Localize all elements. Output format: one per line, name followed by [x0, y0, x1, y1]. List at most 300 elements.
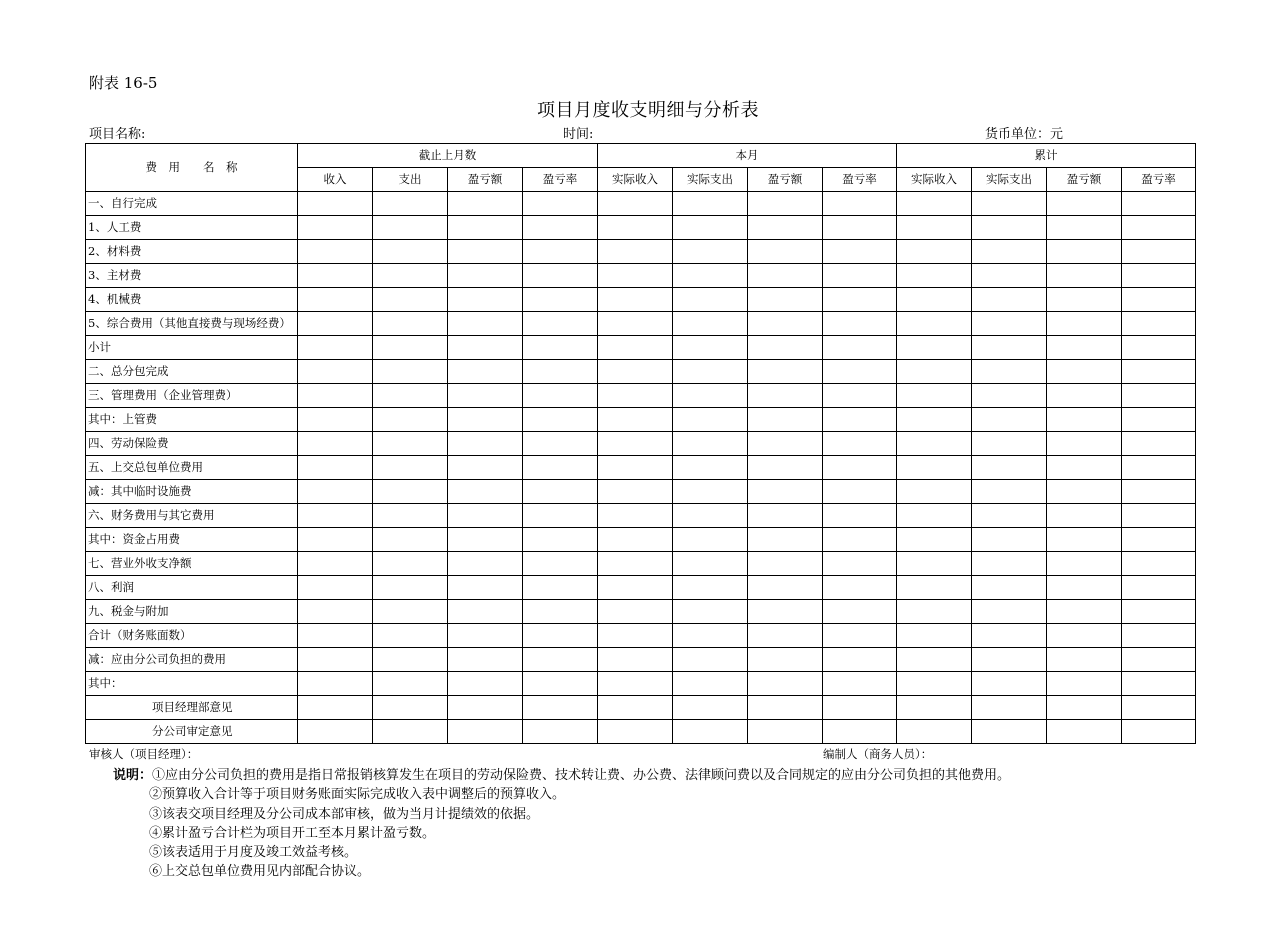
value-cell[interactable] [1122, 528, 1196, 552]
value-cell[interactable] [1047, 528, 1122, 552]
value-cell[interactable] [373, 600, 448, 624]
value-cell[interactable] [448, 648, 523, 672]
row-label: 六、财务费用与其它费用 [86, 504, 298, 528]
value-cell[interactable] [1122, 456, 1196, 480]
row-label: 五、上交总包单位费用 [86, 456, 298, 480]
value-cell[interactable] [897, 648, 972, 672]
value-cell[interactable] [598, 192, 673, 216]
note-line [113, 766, 1010, 785]
value-cell[interactable] [298, 648, 373, 672]
value-cell[interactable] [972, 216, 1047, 240]
value-cell[interactable] [523, 360, 598, 384]
value-cell[interactable] [823, 264, 897, 288]
value-cell[interactable] [598, 456, 673, 480]
value-cell[interactable] [673, 672, 748, 696]
value-cell[interactable] [448, 336, 523, 360]
value-cell[interactable] [673, 552, 748, 576]
value-cell[interactable] [1122, 720, 1196, 744]
value-cell[interactable] [673, 192, 748, 216]
value-cell[interactable] [523, 624, 598, 648]
value-cell[interactable] [598, 240, 673, 264]
value-cell[interactable] [373, 552, 448, 576]
value-cell[interactable] [972, 720, 1047, 744]
value-cell[interactable] [673, 648, 748, 672]
value-cell[interactable] [448, 384, 523, 408]
value-cell[interactable] [523, 672, 598, 696]
value-cell[interactable] [523, 456, 598, 480]
value-cell[interactable] [373, 504, 448, 528]
row-label: 4、机械费 [86, 288, 298, 312]
row-label: 二、总分包完成 [86, 360, 298, 384]
value-cell[interactable] [1047, 456, 1122, 480]
value-cell[interactable] [897, 192, 972, 216]
value-cell[interactable] [1047, 336, 1122, 360]
value-cell[interactable] [523, 216, 598, 240]
value-cell[interactable] [673, 216, 748, 240]
value-cell[interactable] [448, 504, 523, 528]
value-cell[interactable] [523, 600, 598, 624]
value-cell[interactable] [972, 408, 1047, 432]
value-cell[interactable] [823, 480, 897, 504]
value-cell[interactable] [673, 360, 748, 384]
value-cell[interactable] [897, 216, 972, 240]
value-cell[interactable] [748, 600, 823, 624]
value-cell[interactable] [897, 288, 972, 312]
value-cell[interactable] [598, 264, 673, 288]
value-cell[interactable] [673, 696, 748, 720]
value-cell[interactable] [972, 384, 1047, 408]
value-cell[interactable] [598, 336, 673, 360]
value-cell[interactable] [298, 432, 373, 456]
value-cell[interactable] [448, 600, 523, 624]
value-cell[interactable] [1122, 504, 1196, 528]
value-cell[interactable] [1047, 672, 1122, 696]
value-cell[interactable] [448, 216, 523, 240]
value-cell[interactable] [298, 456, 373, 480]
value-cell[interactable] [523, 552, 598, 576]
value-cell[interactable] [598, 528, 673, 552]
value-cell[interactable] [897, 336, 972, 360]
value-cell[interactable] [523, 384, 598, 408]
value-cell[interactable] [823, 696, 897, 720]
value-cell[interactable] [972, 456, 1047, 480]
value-cell[interactable] [897, 384, 972, 408]
value-cell[interactable] [972, 528, 1047, 552]
value-cell[interactable] [1122, 624, 1196, 648]
value-cell[interactable] [1047, 240, 1122, 264]
column-header: 支出 [373, 168, 448, 192]
value-cell[interactable] [1122, 576, 1196, 600]
value-cell[interactable] [673, 240, 748, 264]
value-cell[interactable] [448, 528, 523, 552]
column-header: 实际支出 [673, 168, 748, 192]
value-cell[interactable] [373, 672, 448, 696]
value-cell[interactable] [748, 264, 823, 288]
value-cell[interactable] [523, 288, 598, 312]
value-cell[interactable] [1122, 192, 1196, 216]
value-cell[interactable] [598, 576, 673, 600]
value-cell[interactable] [1047, 384, 1122, 408]
value-cell[interactable] [972, 696, 1047, 720]
value-cell[interactable] [598, 480, 673, 504]
value-cell[interactable] [673, 480, 748, 504]
value-cell[interactable] [897, 672, 972, 696]
value-cell[interactable] [748, 216, 823, 240]
value-cell[interactable] [1122, 288, 1196, 312]
value-cell[interactable] [298, 600, 373, 624]
value-cell[interactable] [598, 504, 673, 528]
value-cell[interactable] [373, 264, 448, 288]
notes-section [113, 766, 1010, 882]
value-cell[interactable] [748, 528, 823, 552]
value-cell[interactable] [1122, 264, 1196, 288]
value-cell[interactable] [598, 312, 673, 336]
column-header: 盈亏率 [523, 168, 598, 192]
value-cell[interactable] [897, 408, 972, 432]
value-cell[interactable] [523, 720, 598, 744]
value-cell[interactable] [673, 264, 748, 288]
value-cell[interactable] [298, 504, 373, 528]
column-header: 盈亏率 [1122, 168, 1196, 192]
value-cell[interactable] [598, 696, 673, 720]
value-cell[interactable] [897, 312, 972, 336]
value-cell[interactable] [448, 576, 523, 600]
table-row [86, 552, 1196, 576]
value-cell[interactable] [448, 312, 523, 336]
value-cell[interactable] [373, 480, 448, 504]
value-cell[interactable] [598, 432, 673, 456]
value-cell[interactable] [373, 456, 448, 480]
value-cell[interactable] [823, 720, 897, 744]
value-cell[interactable] [298, 240, 373, 264]
value-cell[interactable] [1122, 552, 1196, 576]
value-cell[interactable] [523, 336, 598, 360]
value-cell[interactable] [897, 720, 972, 744]
value-cell[interactable] [373, 528, 448, 552]
value-cell[interactable] [298, 576, 373, 600]
value-cell[interactable] [298, 720, 373, 744]
value-cell[interactable] [673, 336, 748, 360]
value-cell[interactable] [1047, 576, 1122, 600]
value-cell[interactable] [598, 408, 673, 432]
value-cell[interactable] [298, 384, 373, 408]
value-cell[interactable] [373, 312, 448, 336]
value-cell[interactable] [673, 576, 748, 600]
value-cell[interactable] [1047, 624, 1122, 648]
value-cell[interactable] [1047, 312, 1122, 336]
value-cell[interactable] [448, 672, 523, 696]
value-cell[interactable] [748, 336, 823, 360]
value-cell[interactable] [823, 288, 897, 312]
value-cell[interactable] [1122, 696, 1196, 720]
value-cell[interactable] [598, 384, 673, 408]
value-cell[interactable] [298, 480, 373, 504]
value-cell[interactable] [748, 552, 823, 576]
value-cell[interactable] [673, 720, 748, 744]
value-cell[interactable] [748, 456, 823, 480]
value-cell[interactable] [298, 216, 373, 240]
value-cell[interactable] [972, 336, 1047, 360]
value-cell[interactable] [673, 384, 748, 408]
value-cell[interactable] [1122, 432, 1196, 456]
value-cell[interactable] [373, 408, 448, 432]
value-cell[interactable] [1047, 216, 1122, 240]
value-cell[interactable] [598, 648, 673, 672]
value-cell[interactable] [298, 696, 373, 720]
value-cell[interactable] [897, 696, 972, 720]
value-cell[interactable] [972, 240, 1047, 264]
value-cell[interactable] [897, 576, 972, 600]
value-cell[interactable] [748, 360, 823, 384]
value-cell[interactable] [823, 576, 897, 600]
value-cell[interactable] [823, 336, 897, 360]
value-cell[interactable] [673, 432, 748, 456]
table-row [86, 696, 1196, 720]
value-cell[interactable] [897, 504, 972, 528]
value-cell[interactable] [448, 288, 523, 312]
value-cell[interactable] [897, 264, 972, 288]
value-cell[interactable] [897, 528, 972, 552]
value-cell[interactable] [298, 360, 373, 384]
value-cell[interactable] [1122, 384, 1196, 408]
value-cell[interactable] [823, 312, 897, 336]
value-cell[interactable] [1122, 648, 1196, 672]
value-cell[interactable] [523, 576, 598, 600]
value-cell[interactable] [673, 528, 748, 552]
group-header: 本月 [598, 144, 897, 168]
value-cell[interactable] [972, 576, 1047, 600]
value-cell[interactable] [972, 672, 1047, 696]
value-cell[interactable] [673, 600, 748, 624]
value-cell[interactable] [972, 552, 1047, 576]
value-cell[interactable] [1122, 480, 1196, 504]
value-cell[interactable] [1047, 288, 1122, 312]
value-cell[interactable] [823, 360, 897, 384]
value-cell[interactable] [823, 456, 897, 480]
value-cell[interactable] [523, 264, 598, 288]
value-cell[interactable] [448, 240, 523, 264]
value-cell[interactable] [598, 288, 673, 312]
value-cell[interactable] [523, 480, 598, 504]
value-cell[interactable] [673, 624, 748, 648]
value-cell[interactable] [673, 456, 748, 480]
table-row [86, 336, 1196, 360]
value-cell[interactable] [823, 624, 897, 648]
value-cell[interactable] [748, 384, 823, 408]
value-cell[interactable] [823, 600, 897, 624]
value-cell[interactable] [598, 672, 673, 696]
value-cell[interactable] [972, 480, 1047, 504]
value-cell[interactable] [448, 720, 523, 744]
note-line: ⑥上交总包单位费用见内部配合协议。 [149, 864, 371, 880]
value-cell[interactable] [598, 216, 673, 240]
value-cell[interactable] [897, 240, 972, 264]
value-cell[interactable] [897, 552, 972, 576]
value-cell[interactable] [1122, 672, 1196, 696]
value-cell[interactable] [1122, 216, 1196, 240]
value-cell[interactable] [448, 432, 523, 456]
value-cell[interactable] [823, 192, 897, 216]
value-cell[interactable] [598, 552, 673, 576]
value-cell[interactable] [298, 528, 373, 552]
value-cell[interactable] [972, 504, 1047, 528]
value-cell[interactable] [598, 720, 673, 744]
value-cell[interactable] [523, 192, 598, 216]
value-cell[interactable] [748, 408, 823, 432]
value-cell[interactable] [523, 408, 598, 432]
value-cell[interactable] [373, 288, 448, 312]
value-cell[interactable] [823, 408, 897, 432]
value-cell[interactable] [373, 576, 448, 600]
value-cell[interactable] [1047, 264, 1122, 288]
value-cell[interactable] [448, 624, 523, 648]
value-cell[interactable] [523, 504, 598, 528]
value-cell[interactable] [373, 192, 448, 216]
value-cell[interactable] [298, 624, 373, 648]
value-cell[interactable] [972, 600, 1047, 624]
value-cell[interactable] [748, 288, 823, 312]
value-cell[interactable] [673, 504, 748, 528]
table-row [86, 432, 1196, 456]
table-row [86, 264, 1196, 288]
value-cell[interactable] [823, 648, 897, 672]
value-cell[interactable] [748, 240, 823, 264]
value-cell[interactable] [298, 672, 373, 696]
value-cell[interactable] [1122, 336, 1196, 360]
value-cell[interactable] [373, 648, 448, 672]
value-cell[interactable] [748, 672, 823, 696]
value-cell[interactable] [298, 288, 373, 312]
column-header: 实际收入 [598, 168, 673, 192]
table-row [86, 600, 1196, 624]
value-cell[interactable] [1047, 480, 1122, 504]
column-header: 盈亏额 [448, 168, 523, 192]
value-cell[interactable] [598, 600, 673, 624]
value-cell[interactable] [1047, 192, 1122, 216]
value-cell[interactable] [373, 216, 448, 240]
value-cell[interactable] [523, 432, 598, 456]
value-cell[interactable] [972, 192, 1047, 216]
value-cell[interactable] [897, 600, 972, 624]
value-cell[interactable] [823, 504, 897, 528]
value-cell[interactable] [448, 360, 523, 384]
value-cell[interactable] [1122, 240, 1196, 264]
value-cell[interactable] [972, 648, 1047, 672]
value-cell[interactable] [897, 432, 972, 456]
value-cell[interactable] [823, 384, 897, 408]
value-cell[interactable] [972, 624, 1047, 648]
value-cell[interactable] [448, 552, 523, 576]
value-cell[interactable] [823, 216, 897, 240]
value-cell[interactable] [448, 192, 523, 216]
value-cell[interactable] [972, 432, 1047, 456]
value-cell[interactable] [673, 288, 748, 312]
table-row [86, 192, 1196, 216]
value-cell[interactable] [298, 264, 373, 288]
value-cell[interactable] [373, 720, 448, 744]
value-cell[interactable] [373, 384, 448, 408]
value-cell[interactable] [373, 696, 448, 720]
value-cell[interactable] [897, 624, 972, 648]
value-cell[interactable] [1047, 408, 1122, 432]
value-cell[interactable] [373, 624, 448, 648]
value-cell[interactable] [897, 360, 972, 384]
value-cell[interactable] [1047, 648, 1122, 672]
value-cell[interactable] [1122, 408, 1196, 432]
value-cell[interactable] [373, 360, 448, 384]
value-cell[interactable] [1047, 552, 1122, 576]
value-cell[interactable] [823, 552, 897, 576]
value-cell[interactable] [972, 360, 1047, 384]
value-cell[interactable] [748, 192, 823, 216]
value-cell[interactable] [1047, 696, 1122, 720]
value-cell[interactable] [1047, 432, 1122, 456]
value-cell[interactable] [972, 288, 1047, 312]
value-cell[interactable] [748, 480, 823, 504]
value-cell[interactable] [972, 312, 1047, 336]
table-row [86, 648, 1196, 672]
value-cell[interactable] [823, 672, 897, 696]
value-cell[interactable] [748, 504, 823, 528]
value-cell[interactable] [823, 240, 897, 264]
value-cell[interactable] [298, 312, 373, 336]
value-cell[interactable] [1047, 504, 1122, 528]
value-cell[interactable] [748, 312, 823, 336]
value-cell[interactable] [598, 360, 673, 384]
value-cell[interactable] [448, 408, 523, 432]
value-cell[interactable] [523, 312, 598, 336]
value-cell[interactable] [1122, 312, 1196, 336]
value-cell[interactable] [1047, 720, 1122, 744]
value-cell[interactable] [448, 456, 523, 480]
value-cell[interactable] [1047, 360, 1122, 384]
value-cell[interactable] [823, 528, 897, 552]
value-cell[interactable] [748, 576, 823, 600]
value-cell[interactable] [972, 264, 1047, 288]
value-cell[interactable] [373, 240, 448, 264]
value-cell[interactable] [748, 432, 823, 456]
value-cell[interactable] [298, 408, 373, 432]
table-row [86, 504, 1196, 528]
value-cell[interactable] [448, 480, 523, 504]
value-cell[interactable] [298, 192, 373, 216]
value-cell[interactable] [897, 456, 972, 480]
value-cell[interactable] [598, 624, 673, 648]
value-cell[interactable] [748, 696, 823, 720]
value-cell[interactable] [373, 432, 448, 456]
note-line: ④累计盈亏合计栏为项目开工至本月累计盈亏数。 [149, 825, 436, 841]
value-cell[interactable] [1047, 600, 1122, 624]
value-cell[interactable] [523, 696, 598, 720]
value-cell[interactable] [1122, 600, 1196, 624]
value-cell[interactable] [448, 264, 523, 288]
value-cell[interactable] [748, 720, 823, 744]
value-cell[interactable] [673, 408, 748, 432]
value-cell[interactable] [298, 336, 373, 360]
value-cell[interactable] [373, 336, 448, 360]
value-cell[interactable] [523, 528, 598, 552]
value-cell[interactable] [748, 624, 823, 648]
value-cell[interactable] [823, 432, 897, 456]
value-cell[interactable] [448, 696, 523, 720]
value-cell[interactable] [523, 648, 598, 672]
value-cell[interactable] [298, 552, 373, 576]
value-cell[interactable] [1122, 360, 1196, 384]
value-cell[interactable] [523, 240, 598, 264]
value-cell[interactable] [748, 648, 823, 672]
value-cell[interactable] [897, 480, 972, 504]
value-cell[interactable] [673, 312, 748, 336]
